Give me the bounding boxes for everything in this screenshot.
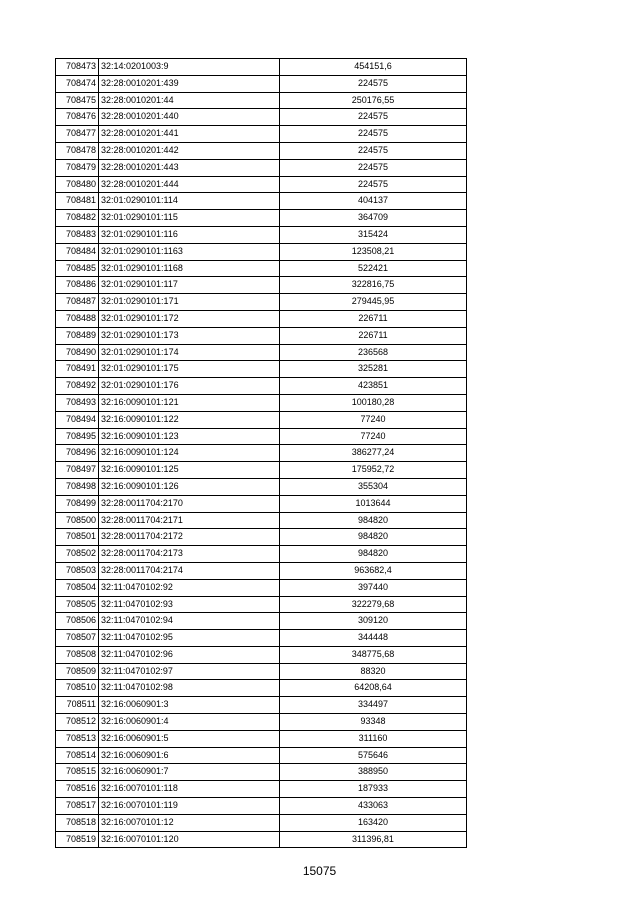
table-row <box>56 142 467 159</box>
row-id-cell: 708514 <box>56 747 99 764</box>
value-cell: 364709 <box>280 210 467 227</box>
table-row <box>56 697 467 714</box>
row-id-cell: 708483 <box>56 226 99 243</box>
cadastral-number-cell: 32:16:0090101:122 <box>99 411 280 428</box>
table-row <box>56 596 467 613</box>
table-row <box>56 512 467 529</box>
cadastral-number-cell: 32:11:0470102:98 <box>99 680 280 697</box>
row-id-cell: 708515 <box>56 764 99 781</box>
table-row <box>56 193 467 210</box>
cadastral-number-cell: 32:16:0070101:119 <box>99 798 280 815</box>
row-id-cell: 708510 <box>56 680 99 697</box>
value-cell: 279445,95 <box>280 294 467 311</box>
value-cell: 433063 <box>280 798 467 815</box>
value-cell: 77240 <box>280 411 467 428</box>
row-id-cell: 708495 <box>56 428 99 445</box>
row-id-cell: 708489 <box>56 327 99 344</box>
cadastral-number-cell: 32:16:0060901:6 <box>99 747 280 764</box>
table-row <box>56 445 467 462</box>
cadastral-number-cell: 32:01:0290101:1163 <box>99 243 280 260</box>
row-id-cell: 708502 <box>56 546 99 563</box>
value-cell: 224575 <box>280 126 467 143</box>
value-cell: 93348 <box>280 714 467 731</box>
row-id-cell: 708503 <box>56 562 99 579</box>
table-row <box>56 92 467 109</box>
value-cell: 1013644 <box>280 495 467 512</box>
row-id-cell: 708511 <box>56 697 99 714</box>
row-id-cell: 708473 <box>56 59 99 76</box>
value-cell: 224575 <box>280 142 467 159</box>
cadastral-number-cell: 32:01:0290101:174 <box>99 344 280 361</box>
cadastral-number-cell: 32:28:0011704:2172 <box>99 529 280 546</box>
cadastral-number-cell: 32:28:0010201:442 <box>99 142 280 159</box>
value-cell: 355304 <box>280 478 467 495</box>
value-cell: 984820 <box>280 512 467 529</box>
value-cell: 388950 <box>280 764 467 781</box>
cadastral-number-cell: 32:28:0010201:44 <box>99 92 280 109</box>
row-id-cell: 708475 <box>56 92 99 109</box>
value-cell: 984820 <box>280 546 467 563</box>
value-cell: 163420 <box>280 814 467 831</box>
table-row <box>56 579 467 596</box>
cadastral-number-cell: 32:01:0290101:116 <box>99 226 280 243</box>
table-row <box>56 394 467 411</box>
cadastral-number-cell: 32:01:0290101:1168 <box>99 260 280 277</box>
value-cell: 348775,68 <box>280 646 467 663</box>
table-row <box>56 478 467 495</box>
cadastral-number-cell: 32:11:0470102:96 <box>99 646 280 663</box>
row-id-cell: 708482 <box>56 210 99 227</box>
cadastral-number-cell: 32:16:0090101:124 <box>99 445 280 462</box>
table-body <box>56 59 467 848</box>
cadastral-number-cell: 32:01:0290101:117 <box>99 277 280 294</box>
cadastral-number-cell: 32:16:0090101:126 <box>99 478 280 495</box>
table-row <box>56 294 467 311</box>
cadastral-number-cell: 32:28:0010201:439 <box>99 75 280 92</box>
row-id-cell: 708500 <box>56 512 99 529</box>
row-id-cell: 708487 <box>56 294 99 311</box>
value-cell: 224575 <box>280 75 467 92</box>
table-row <box>56 646 467 663</box>
table-row <box>56 277 467 294</box>
table-row <box>56 327 467 344</box>
table-row <box>56 562 467 579</box>
value-cell: 386277,24 <box>280 445 467 462</box>
row-id-cell: 708494 <box>56 411 99 428</box>
row-id-cell: 708499 <box>56 495 99 512</box>
cadastral-number-cell: 32:11:0470102:95 <box>99 630 280 647</box>
table-row <box>56 126 467 143</box>
cadastral-number-cell: 32:16:0090101:123 <box>99 428 280 445</box>
value-cell: 88320 <box>280 663 467 680</box>
table-row <box>56 714 467 731</box>
table-row <box>56 361 467 378</box>
cadastral-number-cell: 32:01:0290101:171 <box>99 294 280 311</box>
row-id-cell: 708508 <box>56 646 99 663</box>
cadastral-number-cell: 32:16:0060901:5 <box>99 730 280 747</box>
row-id-cell: 708491 <box>56 361 99 378</box>
value-cell: 77240 <box>280 428 467 445</box>
table-row <box>56 546 467 563</box>
value-cell: 226711 <box>280 310 467 327</box>
row-id-cell: 708474 <box>56 75 99 92</box>
table-row <box>56 730 467 747</box>
table-row <box>56 344 467 361</box>
cadastral-number-cell: 32:28:0010201:443 <box>99 159 280 176</box>
cadastral-number-cell: 32:28:0010201:441 <box>99 126 280 143</box>
cadastral-number-cell: 32:16:0070101:118 <box>99 781 280 798</box>
table-row <box>56 798 467 815</box>
cadastral-number-cell: 32:01:0290101:176 <box>99 378 280 395</box>
table-row <box>56 663 467 680</box>
value-cell: 575646 <box>280 747 467 764</box>
table-row <box>56 210 467 227</box>
table-row <box>56 495 467 512</box>
table-row <box>56 226 467 243</box>
row-id-cell: 708504 <box>56 579 99 596</box>
value-cell: 236568 <box>280 344 467 361</box>
table-row <box>56 630 467 647</box>
row-id-cell: 708517 <box>56 798 99 815</box>
cadastral-number-cell: 32:28:0011704:2170 <box>99 495 280 512</box>
value-cell: 404137 <box>280 193 467 210</box>
row-id-cell: 708501 <box>56 529 99 546</box>
value-cell: 454151,6 <box>280 59 467 76</box>
row-id-cell: 708516 <box>56 781 99 798</box>
value-cell: 226711 <box>280 327 467 344</box>
row-id-cell: 708498 <box>56 478 99 495</box>
value-cell: 309120 <box>280 613 467 630</box>
table-row <box>56 814 467 831</box>
row-id-cell: 708478 <box>56 142 99 159</box>
row-id-cell: 708496 <box>56 445 99 462</box>
row-id-cell: 708493 <box>56 394 99 411</box>
cadastral-number-cell: 32:28:0011704:2171 <box>99 512 280 529</box>
table-row <box>56 680 467 697</box>
row-id-cell: 708505 <box>56 596 99 613</box>
table-row <box>56 781 467 798</box>
value-cell: 187933 <box>280 781 467 798</box>
cadastral-number-cell: 32:11:0470102:94 <box>99 613 280 630</box>
value-cell: 224575 <box>280 176 467 193</box>
cadastral-number-cell: 32:14:0201003:9 <box>99 59 280 76</box>
value-cell: 423851 <box>280 378 467 395</box>
cadastral-number-cell: 32:28:0010201:444 <box>99 176 280 193</box>
row-id-cell: 708476 <box>56 109 99 126</box>
cadastral-number-cell: 32:01:0290101:172 <box>99 310 280 327</box>
table-row <box>56 109 467 126</box>
row-id-cell: 708490 <box>56 344 99 361</box>
row-id-cell: 708507 <box>56 630 99 647</box>
value-cell: 224575 <box>280 109 467 126</box>
cadastral-number-cell: 32:16:0060901:7 <box>99 764 280 781</box>
cadastral-number-cell: 32:11:0470102:93 <box>99 596 280 613</box>
row-id-cell: 708485 <box>56 260 99 277</box>
cadastral-number-cell: 32:01:0290101:175 <box>99 361 280 378</box>
value-cell: 224575 <box>280 159 467 176</box>
row-id-cell: 708512 <box>56 714 99 731</box>
cadastral-number-cell: 32:16:0090101:125 <box>99 462 280 479</box>
table-row <box>56 831 467 848</box>
value-cell: 123508,21 <box>280 243 467 260</box>
cadastral-number-cell: 32:16:0070101:12 <box>99 814 280 831</box>
row-id-cell: 708509 <box>56 663 99 680</box>
row-id-cell: 708497 <box>56 462 99 479</box>
value-cell: 315424 <box>280 226 467 243</box>
row-id-cell: 708513 <box>56 730 99 747</box>
value-cell: 984820 <box>280 529 467 546</box>
value-cell: 100180,28 <box>280 394 467 411</box>
cadastral-number-cell: 32:01:0290101:115 <box>99 210 280 227</box>
value-cell: 175952,72 <box>280 462 467 479</box>
table-row <box>56 59 467 76</box>
value-cell: 64208,64 <box>280 680 467 697</box>
row-id-cell: 708479 <box>56 159 99 176</box>
cadastral-number-cell: 32:28:0011704:2173 <box>99 546 280 563</box>
row-id-cell: 708481 <box>56 193 99 210</box>
table-row <box>56 529 467 546</box>
table-row <box>56 260 467 277</box>
table-row <box>56 428 467 445</box>
cadastral-number-cell: 32:11:0470102:97 <box>99 663 280 680</box>
row-id-cell: 708492 <box>56 378 99 395</box>
cadastral-value-table <box>55 58 467 848</box>
cadastral-number-cell: 32:01:0290101:173 <box>99 327 280 344</box>
value-cell: 322279,68 <box>280 596 467 613</box>
cadastral-number-cell: 32:01:0290101:114 <box>99 193 280 210</box>
table-row <box>56 243 467 260</box>
table-row <box>56 411 467 428</box>
row-id-cell: 708480 <box>56 176 99 193</box>
value-cell: 334497 <box>280 697 467 714</box>
value-cell: 322816,75 <box>280 277 467 294</box>
row-id-cell: 708518 <box>56 814 99 831</box>
row-id-cell: 708506 <box>56 613 99 630</box>
page-number: 15075 <box>302 864 337 878</box>
table-row <box>56 378 467 395</box>
table-row <box>56 462 467 479</box>
table-row <box>56 176 467 193</box>
table-row <box>56 613 467 630</box>
cadastral-number-cell: 32:28:0011704:2174 <box>99 562 280 579</box>
table-row <box>56 310 467 327</box>
table-row <box>56 747 467 764</box>
value-cell: 344448 <box>280 630 467 647</box>
row-id-cell: 708477 <box>56 126 99 143</box>
value-cell: 311160 <box>280 730 467 747</box>
row-id-cell: 708488 <box>56 310 99 327</box>
value-cell: 963682,4 <box>280 562 467 579</box>
value-cell: 311396,81 <box>280 831 467 848</box>
cadastral-number-cell: 32:16:0060901:4 <box>99 714 280 731</box>
cadastral-number-cell: 32:16:0060901:3 <box>99 697 280 714</box>
value-cell: 397440 <box>280 579 467 596</box>
table-row <box>56 75 467 92</box>
row-id-cell: 708486 <box>56 277 99 294</box>
row-id-cell: 708484 <box>56 243 99 260</box>
value-cell: 522421 <box>280 260 467 277</box>
cadastral-number-cell: 32:28:0010201:440 <box>99 109 280 126</box>
cadastral-number-cell: 32:16:0070101:120 <box>99 831 280 848</box>
row-id-cell: 708519 <box>56 831 99 848</box>
value-cell: 325281 <box>280 361 467 378</box>
value-cell: 250176,55 <box>280 92 467 109</box>
cadastral-number-cell: 32:11:0470102:92 <box>99 579 280 596</box>
cadastral-number-cell: 32:16:0090101:121 <box>99 394 280 411</box>
table-row <box>56 159 467 176</box>
table-row <box>56 764 467 781</box>
